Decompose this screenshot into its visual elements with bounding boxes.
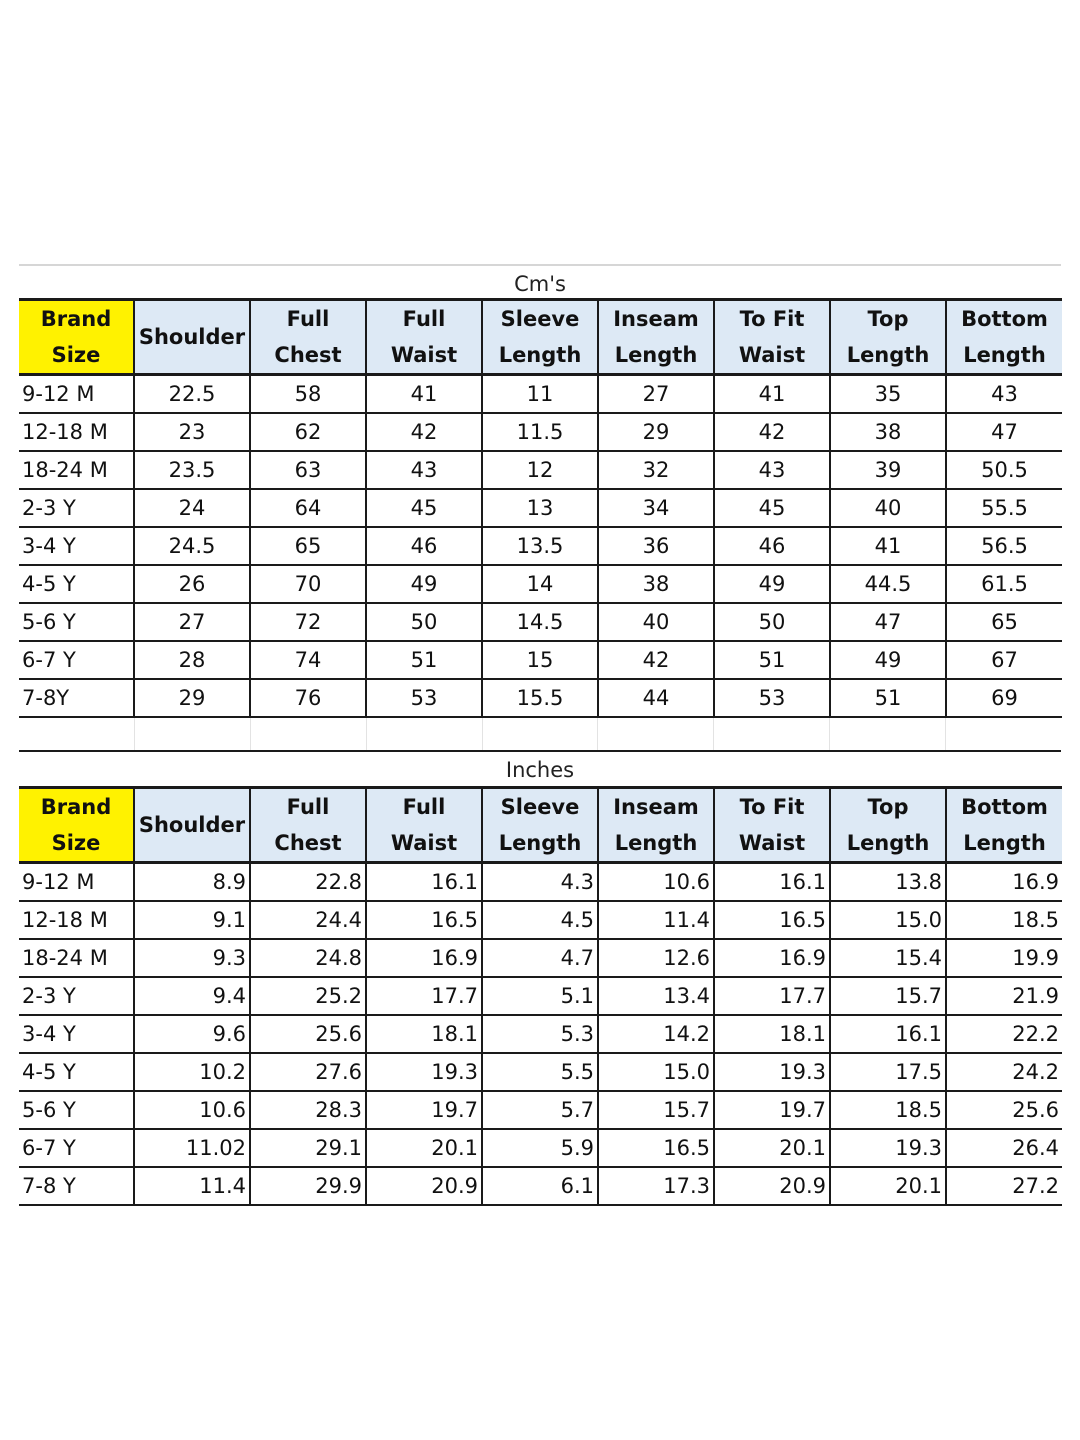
measurement-cell: 24.5 <box>134 527 250 565</box>
inch-header-5-line-1: Length <box>614 831 698 855</box>
measurement-cell: 10.6 <box>598 863 714 902</box>
measurement-cell: 64 <box>250 489 366 527</box>
measurement-cell: 29 <box>598 413 714 451</box>
measurement-cell: 18.5 <box>946 901 1062 939</box>
measurement-cell: 43 <box>714 451 830 489</box>
measurement-cell: 41 <box>714 375 830 414</box>
measurement-cell: 13.5 <box>482 527 598 565</box>
measurement-cell: 46 <box>366 527 482 565</box>
cm-header-0-line-1: Size <box>51 343 101 367</box>
measurement-cell: 4.5 <box>482 901 598 939</box>
measurement-cell: 50.5 <box>946 451 1062 489</box>
measurement-cell: 49 <box>830 641 946 679</box>
table-row <box>19 1015 1062 1053</box>
size-label-cell: 7-8 Y <box>19 1167 134 1205</box>
measurement-cell: 22.8 <box>250 863 366 902</box>
size-label-cell: 3-4 Y <box>19 527 134 565</box>
measurement-cell: 55.5 <box>946 489 1062 527</box>
table-row <box>19 451 1062 489</box>
section-spacer <box>19 718 1061 750</box>
measurement-cell: 61.5 <box>946 565 1062 603</box>
cm-header-1-line-0: Shoulder <box>138 325 246 349</box>
measurement-cell: 13.8 <box>830 863 946 902</box>
measurement-cell: 15.4 <box>830 939 946 977</box>
measurement-cell: 65 <box>250 527 366 565</box>
measurement-cell: 53 <box>366 679 482 717</box>
measurement-cell: 67 <box>946 641 1062 679</box>
measurement-cell: 11.5 <box>482 413 598 451</box>
measurement-cell: 16.1 <box>714 863 830 902</box>
measurement-cell: 14 <box>482 565 598 603</box>
size-label-cell: 4-5 Y <box>19 565 134 603</box>
measurement-cell: 21.9 <box>946 977 1062 1015</box>
measurement-cell: 45 <box>714 489 830 527</box>
table-row <box>19 413 1062 451</box>
measurement-cell: 10.2 <box>134 1053 250 1091</box>
cm-header-7 <box>830 300 946 375</box>
cm-header-5-line-1: Length <box>614 343 698 367</box>
measurement-cell: 17.3 <box>598 1167 714 1205</box>
measurement-cell: 22.5 <box>134 375 250 414</box>
table-row <box>19 901 1062 939</box>
measurement-cell: 56.5 <box>946 527 1062 565</box>
measurement-cell: 70 <box>250 565 366 603</box>
size-label-cell: 2-3 Y <box>19 489 134 527</box>
measurement-cell: 38 <box>830 413 946 451</box>
measurement-cell: 40 <box>598 603 714 641</box>
measurement-cell: 26 <box>134 565 250 603</box>
size-label-cell: 4-5 Y <box>19 1053 134 1091</box>
cm-header-3-line-0: Full <box>402 307 446 331</box>
measurement-cell: 10.6 <box>134 1091 250 1129</box>
measurement-cell: 40 <box>830 489 946 527</box>
measurement-cell: 36 <box>598 527 714 565</box>
cm-header-8-line-1: Length <box>963 343 1046 367</box>
cm-header-4 <box>482 300 598 375</box>
table-row <box>19 1053 1062 1091</box>
table-row <box>19 939 1062 977</box>
cm-header-2-line-0: Full <box>286 307 330 331</box>
measurement-cell: 24 <box>134 489 250 527</box>
cm-header-1 <box>134 300 250 375</box>
measurement-cell: 27.2 <box>946 1167 1062 1205</box>
measurement-cell: 43 <box>366 451 482 489</box>
measurement-cell: 72 <box>250 603 366 641</box>
measurement-cell: 16.9 <box>714 939 830 977</box>
inch-header-0 <box>19 788 134 863</box>
measurement-cell: 76 <box>250 679 366 717</box>
measurement-cell: 34 <box>598 489 714 527</box>
measurement-cell: 23 <box>134 413 250 451</box>
cm-header-8 <box>946 300 1062 375</box>
measurement-cell: 43 <box>946 375 1062 414</box>
measurement-cell: 27.6 <box>250 1053 366 1091</box>
measurement-cell: 6.1 <box>482 1167 598 1205</box>
cm-header-0 <box>19 300 134 375</box>
size-label-cell: 3-4 Y <box>19 1015 134 1053</box>
measurement-cell: 24.8 <box>250 939 366 977</box>
cm-size-table <box>19 298 1062 718</box>
table-row <box>19 527 1062 565</box>
measurement-cell: 8.9 <box>134 863 250 902</box>
inch-header-5-line-0: Inseam <box>613 795 699 819</box>
measurement-cell: 4.7 <box>482 939 598 977</box>
measurement-cell: 25.6 <box>946 1091 1062 1129</box>
measurement-cell: 11.02 <box>134 1129 250 1167</box>
measurement-cell: 16.9 <box>366 939 482 977</box>
inch-header-6-line-1: Waist <box>738 831 806 855</box>
measurement-cell: 11.4 <box>134 1167 250 1205</box>
size-label-cell: 6-7 Y <box>19 641 134 679</box>
measurement-cell: 15.7 <box>598 1091 714 1129</box>
cm-header-7-line-1: Length <box>846 343 930 367</box>
measurement-cell: 20.1 <box>830 1167 946 1205</box>
inch-header-5 <box>598 788 714 863</box>
measurement-cell: 41 <box>366 375 482 414</box>
size-label-cell: 18-24 M <box>19 939 134 977</box>
cm-header-7-line-0: Top <box>867 307 909 331</box>
measurement-cell: 63 <box>250 451 366 489</box>
measurement-cell: 16.1 <box>366 863 482 902</box>
measurement-cell: 5.1 <box>482 977 598 1015</box>
cm-header-5-line-0: Inseam <box>613 307 699 331</box>
size-label-cell: 6-7 Y <box>19 1129 134 1167</box>
measurement-cell: 51 <box>714 641 830 679</box>
cm-header-6-line-1: Waist <box>738 343 806 367</box>
cm-section-title: Cm's <box>514 272 566 296</box>
measurement-cell: 58 <box>250 375 366 414</box>
measurement-cell: 51 <box>366 641 482 679</box>
inch-header-3 <box>366 788 482 863</box>
measurement-cell: 17.7 <box>366 977 482 1015</box>
measurement-cell: 38 <box>598 565 714 603</box>
measurement-cell: 28.3 <box>250 1091 366 1129</box>
measurement-cell: 18.5 <box>830 1091 946 1129</box>
inch-header-0-line-0: Brand <box>40 795 112 819</box>
size-label-cell: 12-18 M <box>19 413 134 451</box>
size-label-cell: 12-18 M <box>19 901 134 939</box>
table-row <box>19 977 1062 1015</box>
measurement-cell: 22.2 <box>946 1015 1062 1053</box>
measurement-cell: 19.9 <box>946 939 1062 977</box>
measurement-cell: 19.3 <box>714 1053 830 1091</box>
measurement-cell: 9.4 <box>134 977 250 1015</box>
measurement-cell: 15.0 <box>598 1053 714 1091</box>
measurement-cell: 28 <box>134 641 250 679</box>
measurement-cell: 65 <box>946 603 1062 641</box>
table-row <box>19 679 1062 717</box>
inch-header-6-line-0: To Fit <box>739 795 805 819</box>
measurement-cell: 16.5 <box>366 901 482 939</box>
measurement-cell: 44 <box>598 679 714 717</box>
inch-header-1-line-0: Shoulder <box>138 813 246 837</box>
inch-header-1 <box>134 788 250 863</box>
measurement-cell: 46 <box>714 527 830 565</box>
measurement-cell: 15.7 <box>830 977 946 1015</box>
measurement-cell: 15 <box>482 641 598 679</box>
measurement-cell: 9.6 <box>134 1015 250 1053</box>
cm-header-2 <box>250 300 366 375</box>
measurement-cell: 69 <box>946 679 1062 717</box>
measurement-cell: 24.2 <box>946 1053 1062 1091</box>
measurement-cell: 5.5 <box>482 1053 598 1091</box>
measurement-cell: 42 <box>598 641 714 679</box>
inch-header-8 <box>946 788 1062 863</box>
measurement-cell: 50 <box>366 603 482 641</box>
size-label-cell: 9-12 M <box>19 375 134 414</box>
measurement-cell: 26.4 <box>946 1129 1062 1167</box>
measurement-cell: 20.1 <box>714 1129 830 1167</box>
inch-header-8-line-1: Length <box>963 831 1046 855</box>
size-label-cell: 5-6 Y <box>19 603 134 641</box>
measurement-cell: 20.9 <box>366 1167 482 1205</box>
size-label-cell: 9-12 M <box>19 863 134 902</box>
inch-header-7-line-0: Top <box>867 795 909 819</box>
inch-header-3-line-0: Full <box>402 795 446 819</box>
measurement-cell: 9.3 <box>134 939 250 977</box>
measurement-cell: 20.9 <box>714 1167 830 1205</box>
inch-header-7-line-1: Length <box>846 831 930 855</box>
measurement-cell: 19.3 <box>366 1053 482 1091</box>
measurement-cell: 25.6 <box>250 1015 366 1053</box>
cm-header-4-line-0: Sleeve <box>500 307 580 331</box>
measurement-cell: 42 <box>714 413 830 451</box>
measurement-cell: 49 <box>366 565 482 603</box>
measurement-cell: 23.5 <box>134 451 250 489</box>
measurement-cell: 16.5 <box>598 1129 714 1167</box>
measurement-cell: 5.3 <box>482 1015 598 1053</box>
measurement-cell: 45 <box>366 489 482 527</box>
size-label-cell: 18-24 M <box>19 451 134 489</box>
cm-header-0-line-0: Brand <box>40 307 112 331</box>
measurement-cell: 47 <box>946 413 1062 451</box>
inch-header-4-line-0: Sleeve <box>500 795 580 819</box>
inch-header-3-line-1: Waist <box>390 831 458 855</box>
measurement-cell: 74 <box>250 641 366 679</box>
size-label-cell: 7-8Y <box>19 679 134 717</box>
inch-header-6 <box>714 788 830 863</box>
measurement-cell: 39 <box>830 451 946 489</box>
inch-header-2 <box>250 788 366 863</box>
measurement-cell: 42 <box>366 413 482 451</box>
measurement-cell: 27 <box>598 375 714 414</box>
measurement-cell: 62 <box>250 413 366 451</box>
measurement-cell: 16.1 <box>830 1015 946 1053</box>
cm-header-3 <box>366 300 482 375</box>
measurement-cell: 14.5 <box>482 603 598 641</box>
cm-header-3-line-1: Waist <box>390 343 458 367</box>
measurement-cell: 19.3 <box>830 1129 946 1167</box>
size-label-cell: 2-3 Y <box>19 977 134 1015</box>
measurement-cell: 18.1 <box>366 1015 482 1053</box>
inch-header-2-line-0: Full <box>286 795 330 819</box>
measurement-cell: 25.2 <box>250 977 366 1015</box>
inch-header-2-line-1: Chest <box>274 831 342 855</box>
measurement-cell: 13.4 <box>598 977 714 1015</box>
measurement-cell: 24.4 <box>250 901 366 939</box>
cm-header-6 <box>714 300 830 375</box>
inch-header-8-line-0: Bottom <box>961 795 1048 819</box>
table-row <box>19 603 1062 641</box>
measurement-cell: 13 <box>482 489 598 527</box>
table-row <box>19 863 1062 902</box>
measurement-cell: 29.1 <box>250 1129 366 1167</box>
measurement-cell: 15.5 <box>482 679 598 717</box>
measurement-cell: 12 <box>482 451 598 489</box>
table-row <box>19 1129 1062 1167</box>
table-row <box>19 1167 1062 1205</box>
inch-header-7 <box>830 788 946 863</box>
inch-header-4 <box>482 788 598 863</box>
inch-size-table <box>19 786 1062 1206</box>
cm-header-8-line-0: Bottom <box>961 307 1048 331</box>
measurement-cell: 41 <box>830 527 946 565</box>
measurement-cell: 20.1 <box>366 1129 482 1167</box>
measurement-cell: 44.5 <box>830 565 946 603</box>
cm-header-6-line-0: To Fit <box>739 307 805 331</box>
measurement-cell: 5.7 <box>482 1091 598 1129</box>
measurement-cell: 9.1 <box>134 901 250 939</box>
inch-section-title: Inches <box>505 758 575 782</box>
measurement-cell: 47 <box>830 603 946 641</box>
measurement-cell: 53 <box>714 679 830 717</box>
measurement-cell: 49 <box>714 565 830 603</box>
measurement-cell: 32 <box>598 451 714 489</box>
measurement-cell: 50 <box>714 603 830 641</box>
measurement-cell: 35 <box>830 375 946 414</box>
cm-header-4-line-1: Length <box>498 343 582 367</box>
measurement-cell: 19.7 <box>366 1091 482 1129</box>
measurement-cell: 29.9 <box>250 1167 366 1205</box>
measurement-cell: 51 <box>830 679 946 717</box>
measurement-cell: 18.1 <box>714 1015 830 1053</box>
measurement-cell: 29 <box>134 679 250 717</box>
measurement-cell: 19.7 <box>714 1091 830 1129</box>
inch-header-0-line-1: Size <box>51 831 101 855</box>
table-row <box>19 375 1062 414</box>
measurement-cell: 17.7 <box>714 977 830 1015</box>
cm-header-2-line-1: Chest <box>274 343 342 367</box>
inch-header-4-line-1: Length <box>498 831 582 855</box>
measurement-cell: 16.5 <box>714 901 830 939</box>
table-row <box>19 641 1062 679</box>
measurement-cell: 11.4 <box>598 901 714 939</box>
measurement-cell: 4.3 <box>482 863 598 902</box>
measurement-cell: 11 <box>482 375 598 414</box>
measurement-cell: 16.9 <box>946 863 1062 902</box>
table-row <box>19 489 1062 527</box>
size-chart <box>19 264 1061 1206</box>
measurement-cell: 27 <box>134 603 250 641</box>
table-row <box>19 1091 1062 1129</box>
measurement-cell: 12.6 <box>598 939 714 977</box>
measurement-cell: 15.0 <box>830 901 946 939</box>
cm-header-row <box>19 300 1062 375</box>
measurement-cell: 5.9 <box>482 1129 598 1167</box>
measurement-cell: 14.2 <box>598 1015 714 1053</box>
size-label-cell: 5-6 Y <box>19 1091 134 1129</box>
cm-header-5 <box>598 300 714 375</box>
measurement-cell: 17.5 <box>830 1053 946 1091</box>
table-row <box>19 565 1062 603</box>
inch-header-row <box>19 788 1062 863</box>
